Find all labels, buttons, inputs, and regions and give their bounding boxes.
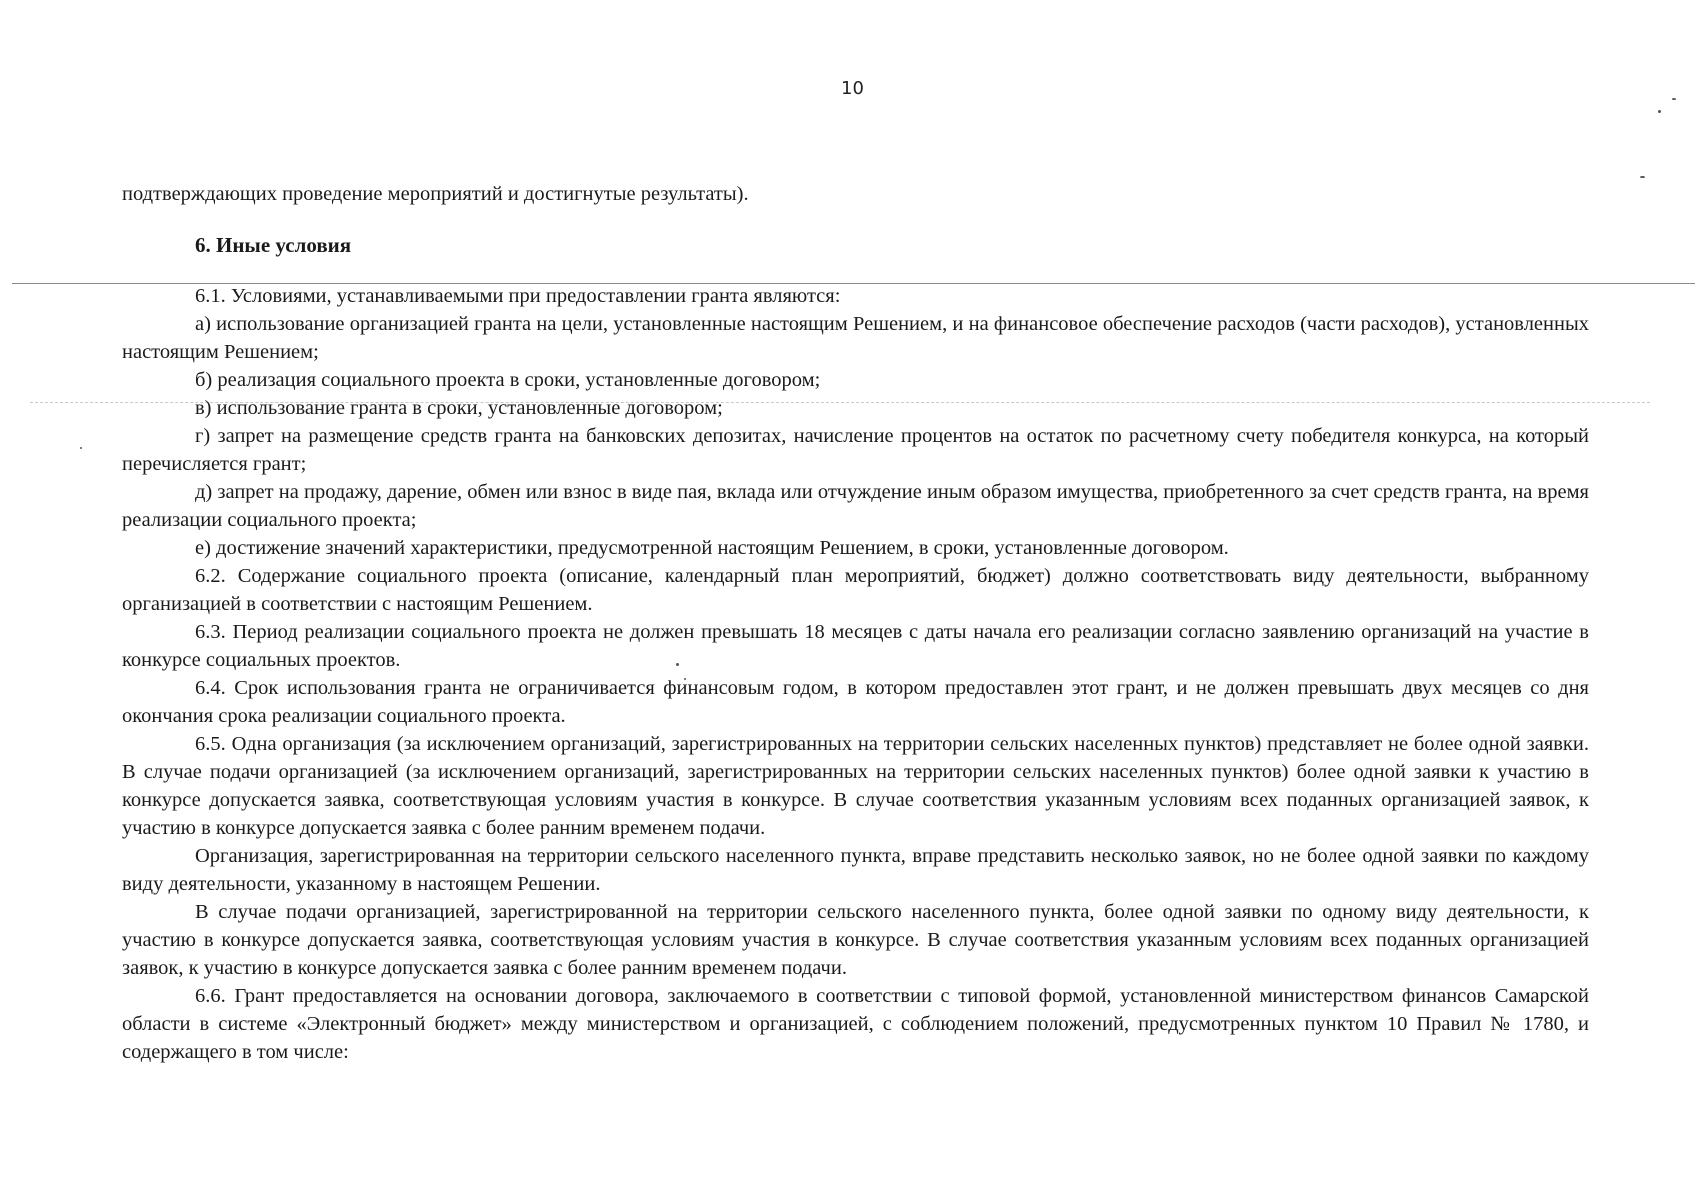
scan-speck bbox=[80, 447, 82, 449]
paragraph-6-5-rural: Организация, зарегистрированная на территории сельского населенного пункта, вправе представить несколько заявок, но не более одной заявки по каждому виду деятельности, указанному в настоящем Решении. bbox=[122, 845, 1589, 895]
section-paragraphs bbox=[122, 282, 1589, 1066]
paragraph-6-1-b: б) реализация социального проекта в сроки, установленные договором; bbox=[195, 369, 821, 391]
paragraph-6-1: 6.1. Условиями, устанавливаемыми при предоставлении гранта являются: bbox=[195, 285, 841, 307]
paragraph-6-4: 6.4. Срок использования гранта не ограничивается финансовым годом, в котором предоставлен этот грант, и не должен превышать двух месяцев со дня окончания срока реализации социального проекта. bbox=[122, 677, 1589, 727]
scan-speck bbox=[1658, 110, 1661, 113]
paragraph-6-1-d: д) запрет на продажу, дарение, обмен или взнос в виде пая, вклада или отчуждение иным образом имущества, приобретенного за счет средств гранта, на время реализации социального проекта; bbox=[122, 481, 1589, 531]
paragraph-6-5: 6.5. Одна организация (за исключением организаций, зарегистрированных на территории сельских населенных пунктов) представляет не более одной заявки. В случае подачи организацией (за исключением организаций, зарегистрированных на территории сельских населенных пунктов) более одной заявки к участию в конкурсе допускается заявка, соответствующая условиям участия в конкурсе. В случае соответствия указанным условиям всех поданных организацией заявок, к участию в конкурсе допускается заявка с более ранним временем подачи. bbox=[122, 733, 1589, 839]
scan-speck bbox=[1672, 98, 1676, 100]
scan-speck bbox=[1640, 176, 1645, 178]
paragraph-6-5-rural-multiple: В случае подачи организацией, зарегистрированной на территории сельского населенного пункта, более одной заявки по одному виду деятельности, к участию в конкурсе допускается заявка, соответствующая условиям участия в конкурсе. В случае соответствия указанным условиям всех поданных организацией заявок, к участию в конкурсе допускается заявка с более ранним временем подачи. bbox=[122, 901, 1589, 979]
lead-text: подтверждающих проведение мероприятий и достигнутые результаты). bbox=[122, 183, 749, 205]
section-heading: 6. Иные условия bbox=[195, 233, 352, 257]
page-number: 10 bbox=[841, 78, 864, 99]
paragraph-6-1-a: а) использование организацией гранта на цели, установленные настоящим Решением, и на финансовое обеспечение расходов (части расходов), установленных настоящим Решением; bbox=[122, 313, 1589, 363]
paragraph-6-2: 6.2. Содержание социального проекта (описание, календарный план мероприятий, бюджет) должно соответствовать виду деятельности, выбранному организацией в соответствии с настоящим Решением. bbox=[122, 565, 1589, 615]
paragraph-6-3: 6.3. Период реализации социального проекта не должен превышать 18 месяцев с даты начала его реализации согласно заявлению организаций на участие в конкурсе социальных проектов. bbox=[122, 621, 1589, 671]
paragraph-6-6: 6.6. Грант предоставляется на основании договора, заключаемого в соответствии с типовой формой, установленной министерством финансов Самарской области в системе «Электронный бюджет» между министерством и организацией, с соблюдением положений, предусмотренных пунктом 10 Правил № 1780, и содержащего в том числе: bbox=[122, 985, 1589, 1063]
document-body bbox=[122, 180, 1589, 1066]
paragraph-6-1-v: в) использование гранта в сроки, установленные договором; bbox=[195, 397, 723, 419]
paragraph-6-1-g: г) запрет на размещение средств гранта на банковских депозитах, начисление процентов на остаток по расчетному счету победителя конкурса, на который перечисляется грант; bbox=[122, 425, 1589, 475]
paragraph-6-1-e: е) достижение значений характеристики, предусмотренной настоящим Решением, в сроки, установленные договором. bbox=[195, 537, 1229, 559]
